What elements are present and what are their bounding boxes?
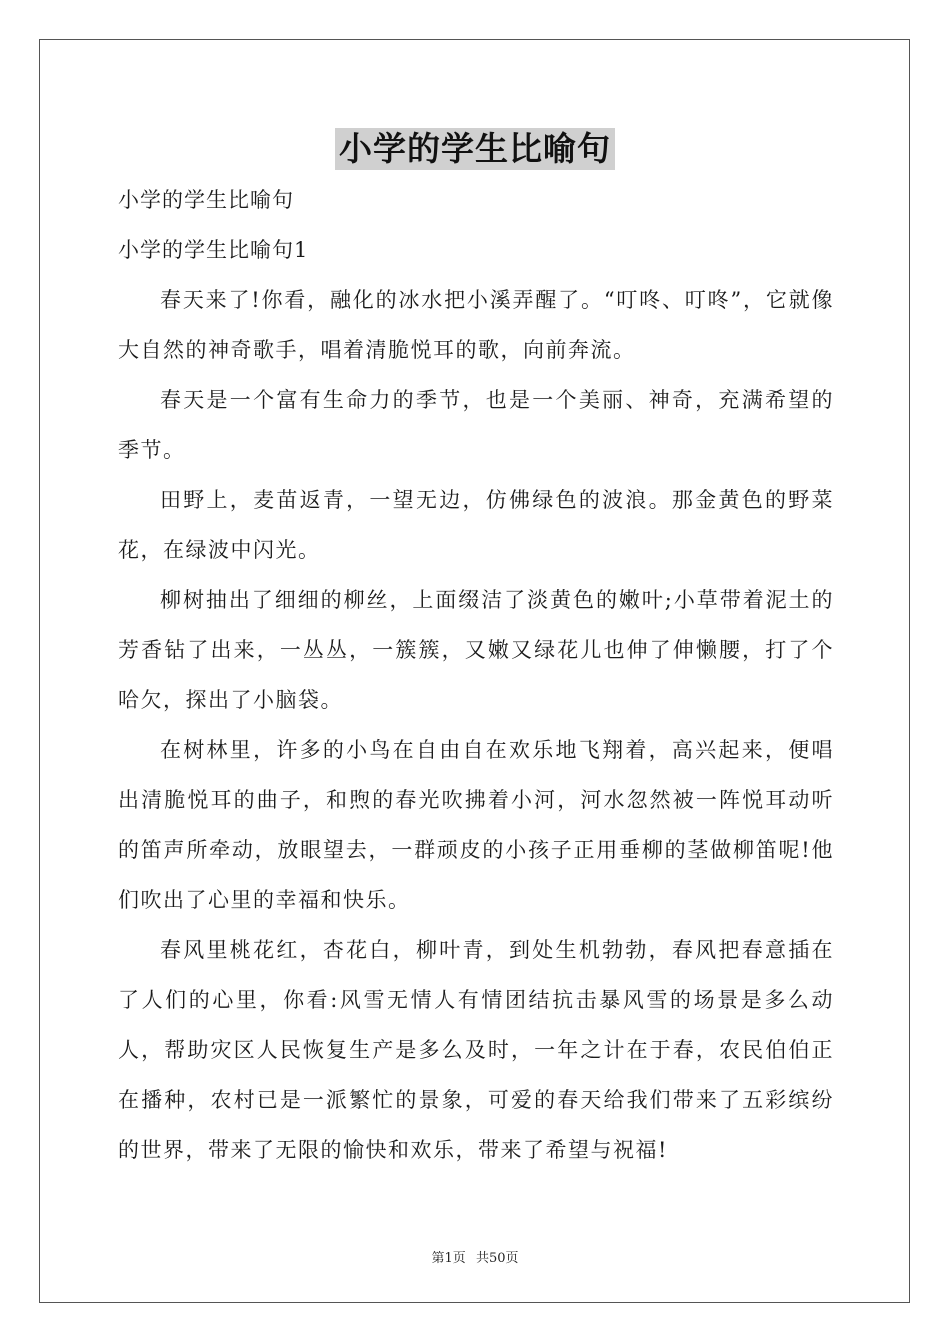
document-body [118, 175, 834, 1175]
document-subtitle: 小学的学生比喻句 [118, 188, 294, 212]
page-total: 共50页 [475, 1251, 519, 1266]
section-heading: 小学的学生比喻句1 [118, 238, 309, 262]
paragraph: 春天是一个富有生命力的季节，也是一个美丽、神奇，充满希望的季节。 [118, 388, 834, 462]
paragraph: 田野上，麦苗返青，一望无边，仿佛绿色的波浪。那金黄色的野菜花，在绿波中闪光。 [118, 488, 834, 562]
document-title: 小学的学生比喻句 [335, 128, 615, 170]
paragraph: 在树林里，许多的小鸟在自由自在欢乐地飞翔着，高兴起来，便唱出清脆悦耳的曲子，和煦的春光吹拂着小河，河水忽然被一阵悦耳动听的笛声所牵动，放眼望去，一群顽皮的小孩子正用垂柳的茎做柳笛呢!他们吹出了心里的幸福和快乐。 [118, 738, 834, 912]
paragraph: 春风里桃花红，杏花白，柳叶青，到处生机勃勃，春风把春意插在了人们的心里，你看:风雪无情人有情团结抗击暴风雪的场景是多么动人，帮助灾区人民恢复生产是多么及时，一年之计在于春，农民伯伯正在播种，农村已是一派繁忙的景象，可爱的春天给我们带来了五彩缤纷的世界，带来了无限的愉快和欢乐，带来了希望与祝福! [118, 938, 834, 1162]
paragraph: 春天来了!你看，融化的冰水把小溪弄醒了。“叮咚、叮咚”，它就像大自然的神奇歌手，唱着清脆悦耳的歌，向前奔流。 [118, 288, 834, 362]
page-footer [0, 1247, 950, 1266]
page-number: 第1页 [431, 1251, 466, 1266]
paragraph-list [118, 275, 834, 1175]
title-container [0, 128, 950, 170]
paragraph: 柳树抽出了细细的柳丝，上面缀洁了淡黄色的嫩叶;小草带着泥土的芳香钻了出来，一丛丛，一簇簇，又嫩又绿花儿也伸了伸懒腰，打了个哈欠，探出了小脑袋。 [118, 588, 834, 712]
